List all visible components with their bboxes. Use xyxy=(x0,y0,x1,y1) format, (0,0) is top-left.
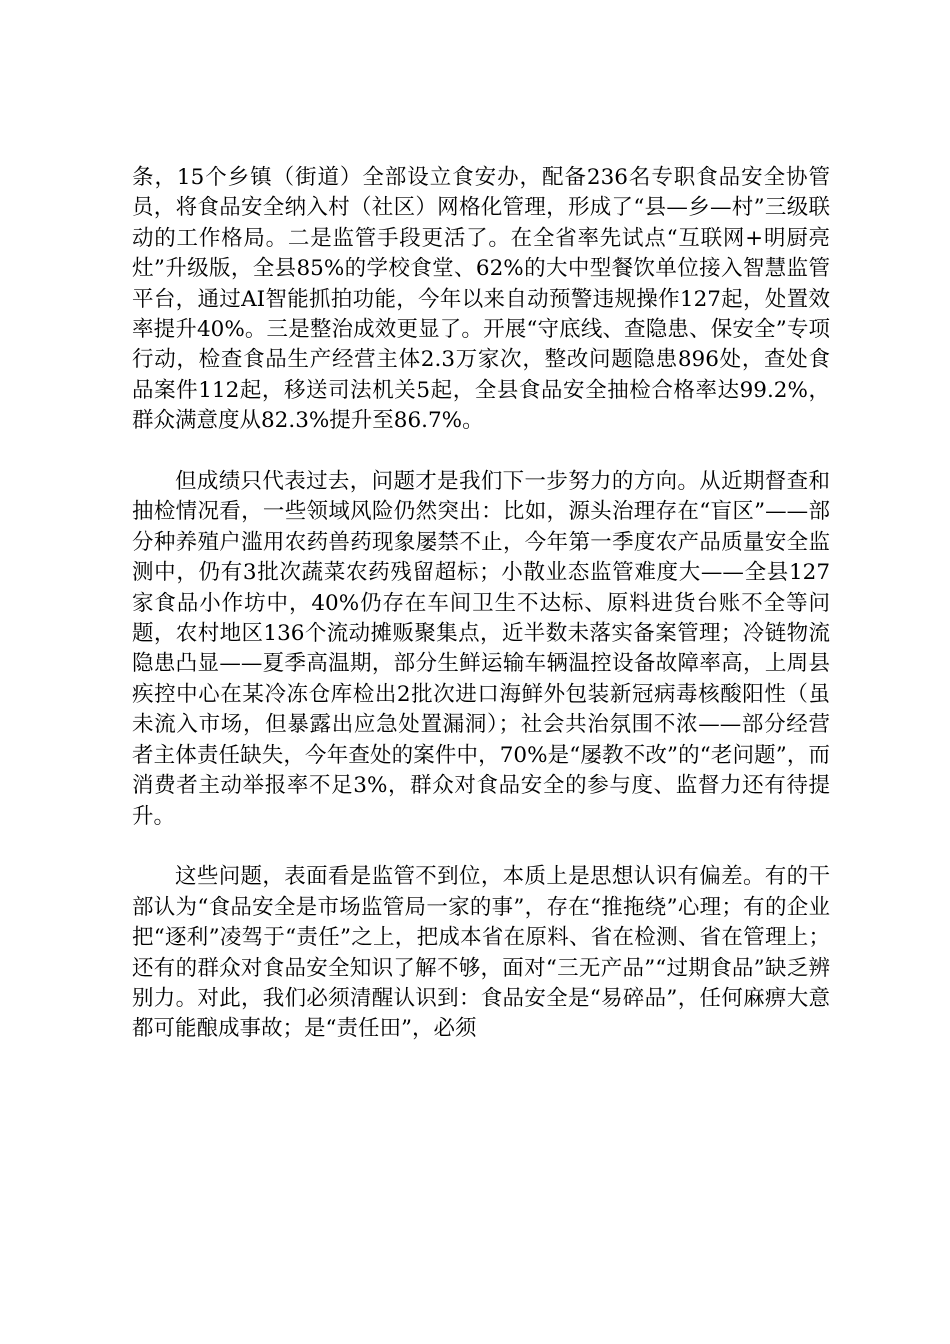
paragraph-continuation: 条，15个乡镇（街道）全部设立食安办，配备236名专职食品安全协管员，将食品安全纳入村（社区）网格化管理，形成了“县—乡—村”三级联动的工作格局。二是监管手段更活了。在全省率先试点“互联网+明厨亮灶”升级版，全县85%的学校食堂、62%的大中型餐饮单位接入智慧监管平台，通过AI智能抓拍功能，今年以来自动预警违规操作127起，处置效率提升40%。三是整治成效更显了。开展“守底线、查隐患、保安全”专项行动，检查食品生产经营主体2.3万家次，整改问题隐患896处，查处食品案件112起，移送司法机关5起，全县食品安全抽检合格率达99.2%，群众满意度从82.3%提升至86.7%。 xyxy=(132,165,830,434)
paragraph-causes: 这些问题，表面看是监管不到位，本质上是思想认识有偏差。有的干部认为“食品安全是市场监管局一家的事”，存在“推拖绕”心理；有的企业把“逐利”凌驾于“责任”之上，把成本省在原料、省在检测、省在管理上；还有的群众对食品安全知识了解不够，面对“三无产品”“过期食品”缺乏辨别力。对此，我们必须清醒认识到：食品安全是“易碎品”，任何麻痹大意都可能酿成事故；是“责任田”，必须 xyxy=(132,864,830,1042)
paragraph-problems: 但成绩只代表过去，问题才是我们下一步努力的方向。从近期督查和抽检情况看，一些领域风险仍然突出：比如，源头治理存在“盲区”——部分种养殖户滥用农药兽药现象屡禁不止，今年第一季度农产品质量安全监测中，仍有3批次蔬菜农药残留超标；小散业态监管难度大——全县127家食品小作坊中，40%仍存在车间卫生不达标、原料进货台账不全等问题，农村地区136个流动摊贩聚集点，近半数未落实备案管理；冷链物流隐患凸显——夏季高温期，部分生鲜运输车辆温控设备故障率高，上周县疾控中心在某冷冻仓库检出2批次进口海鲜外包装新冠病毒核酸阳性（虽未流入市场，但暴露出应急处置漏洞）；社会共治氛围不浓——部分经营者主体责任缺失，今年查处的案件中，70%是“屡教不改”的“老问题”，而消费者主动举报率不足3%，群众对食品安全的参与度、监督力还有待提升。 xyxy=(132,469,830,829)
body-text xyxy=(132,163,830,1075)
